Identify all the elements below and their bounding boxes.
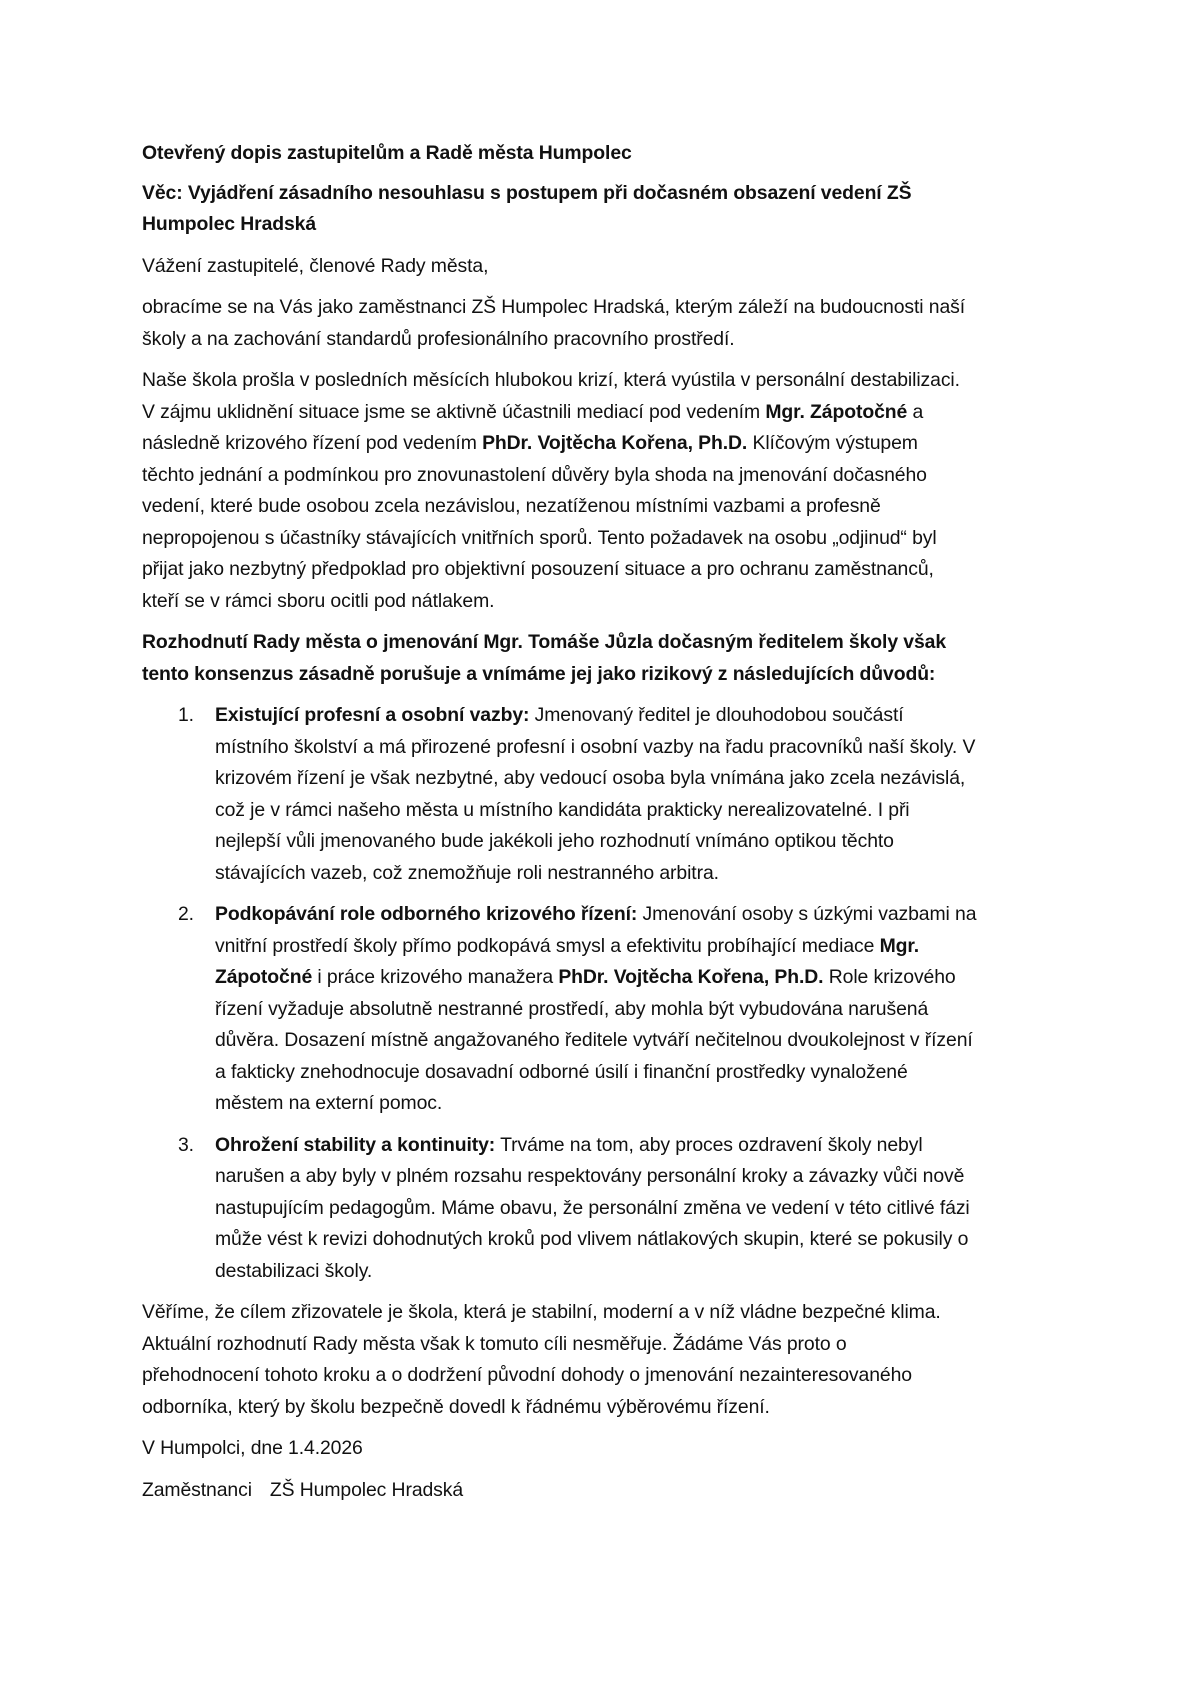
intro-paragraph: obracíme se na Vás jako zaměstnanci ZŠ Humpolec Hradská, kterým záleží na budoucnosti naší školy a na zachování standardů profesionálního pracovního prostředí. xyxy=(142,296,966,350)
list-number: 1. xyxy=(178,704,194,726)
crisis-manager-name: PhDr. Vojtěcha Kořena, Ph.D. xyxy=(482,432,748,454)
reason-heading: Ohrožení stability a kontinuity: xyxy=(215,1133,496,1156)
reason-item-1: 1. Existující profesní a osobní vazby: Jmenovaný ředitel je dlouhodobou součástí místního školství a má přirozené profesní i osobní vazby na řadu pracovníků naší školy. V krizovém řízení je však nezbytné, aby vedoucí osoba byla vnímána jako zcela nezávislá, což je v rámci našeho města u místního kandidáta prakticky nerealizovatelné. I při nejlepší vůli jmenovaného bude jakékoli jeho rozhodnutí vnímáno optikou těchto stávajících vazeb, což znemožňuje roli nestranného arbitra. xyxy=(142,700,1062,889)
signature: Zaměstnanci ZŠ Humpolec Hradská xyxy=(142,1478,464,1501)
background-line-3: následně krizového řízení pod vedením PhDr. Vojtěcha Kořena, Ph.D. Klíčovým výstupem xyxy=(142,432,918,454)
list-number: 3. xyxy=(178,1133,194,1156)
conclusion-paragraph: Věříme, že cílem zřizovatele je škola, která je stabilní, moderní a v níž vládne bezpečné klima. Aktuální rozhodnutí Rady města však k tomuto cíli nesměřuje. Žádáme Vás proto o přehodnocení tohoto kroku a o dodržení původní dohody o jmenování nezainteresovaného odborníka, který by školu bezpečně dovedl k řádnému výběrovému řízení. xyxy=(142,1301,941,1418)
letter-page xyxy=(142,138,1062,1516)
reasons-list xyxy=(142,700,1062,1287)
place-date: V Humpolci, dne 1.4.2026 xyxy=(142,1437,363,1459)
background-paragraph: Naše škola prošla v posledních měsících hlubokou krizí, která vyústila v personální destabilizaci. V zájmu uklidnění situace jsme se aktivně účastnili mediací pod vedením Mgr. Zápotočné a následně krizového řízení pod vedením PhDr. Vojtěcha Kořena, Ph.D. Klíčovým výstupem těchto jednání a podmínkou pro znovunastolení důvěry byla shoda na jmenování dočasného vedení, které bude osobou zcela nezávislou, nezatíženou místními vazbami a profesně nepropojenou s účastníky stávajících vnitřních sporů. Tento požadavek na osobu „odjinud“ byl přijat jako nezbytný předpoklad pro objektivní posouzení situace a pro ochranu zaměstnanců, kteří se v rámci sboru ocitli pod nátlakem. xyxy=(142,365,1062,617)
reason-item-2: 2. Podkopávání role odborného krizového řízení: Jmenování osoby s úzkými vazbami na vnitřní prostředí školy přímo podkopává smysl a efektivitu probíhající mediace Mgr. Zápotočné i práce krizového manažera PhDr. Vojtěcha Kořena, Ph.D. Role krizového řízení vyžaduje absolutně nestranné prostředí, aby mohla být vybudována narušená důvěra. Dosazení místně angažovaného ředitele vytváří nečitelnou dvoukolejnost v řízení a fakticky znehodnocuje dosavadní odborné úsilí i finanční prostředky vynaložené městem na externí pomoc. xyxy=(142,899,1062,1120)
reason-heading: Podkopávání role odborného krizového řízení: xyxy=(215,903,638,925)
letter-subject: Věc: Vyjádření zásadního nesouhlasu s postupem při dočasném obsazení vedení ZŠ Humpolec Hradská xyxy=(142,181,912,235)
mediator-name: Mgr. Zápotočné xyxy=(765,400,908,423)
salutation: Vážení zastupitelé, členové Rady města, xyxy=(142,254,489,277)
background-line-2: V zájmu uklidnění situace jsme se aktivně účastnili mediací pod vedením Mgr. Zápotočné a xyxy=(142,400,924,423)
list-number: 2. xyxy=(178,903,194,925)
letter-title: Otevřený dopis zastupitelům a Radě města Humpolec xyxy=(142,142,632,164)
reason-item-3: 3. Ohrožení stability a kontinuity: Trváme na tom, aby proces ozdravení školy nebyl narušen a aby byly v plném rozsahu respektovány personální kroky a závazky vůči nově nastupujícím pedagogům. Máme obavu, že personální změna ve vedení v této citlivé fázi může vést k revizi dohodnutých kroků pod vlivem nátlakových skupin, které se pokusily o destabilizaci školy. xyxy=(142,1130,1062,1288)
reason-heading: Existující profesní a osobní vazby: xyxy=(215,704,530,726)
decision-paragraph: Rozhodnutí Rady města o jmenování Mgr. Tomáše Jůzla dočasným ředitelem školy však tento konsenzus zásadně porušuje a vnímáme jej jako rizikový z následujících důvodů: xyxy=(142,631,947,685)
